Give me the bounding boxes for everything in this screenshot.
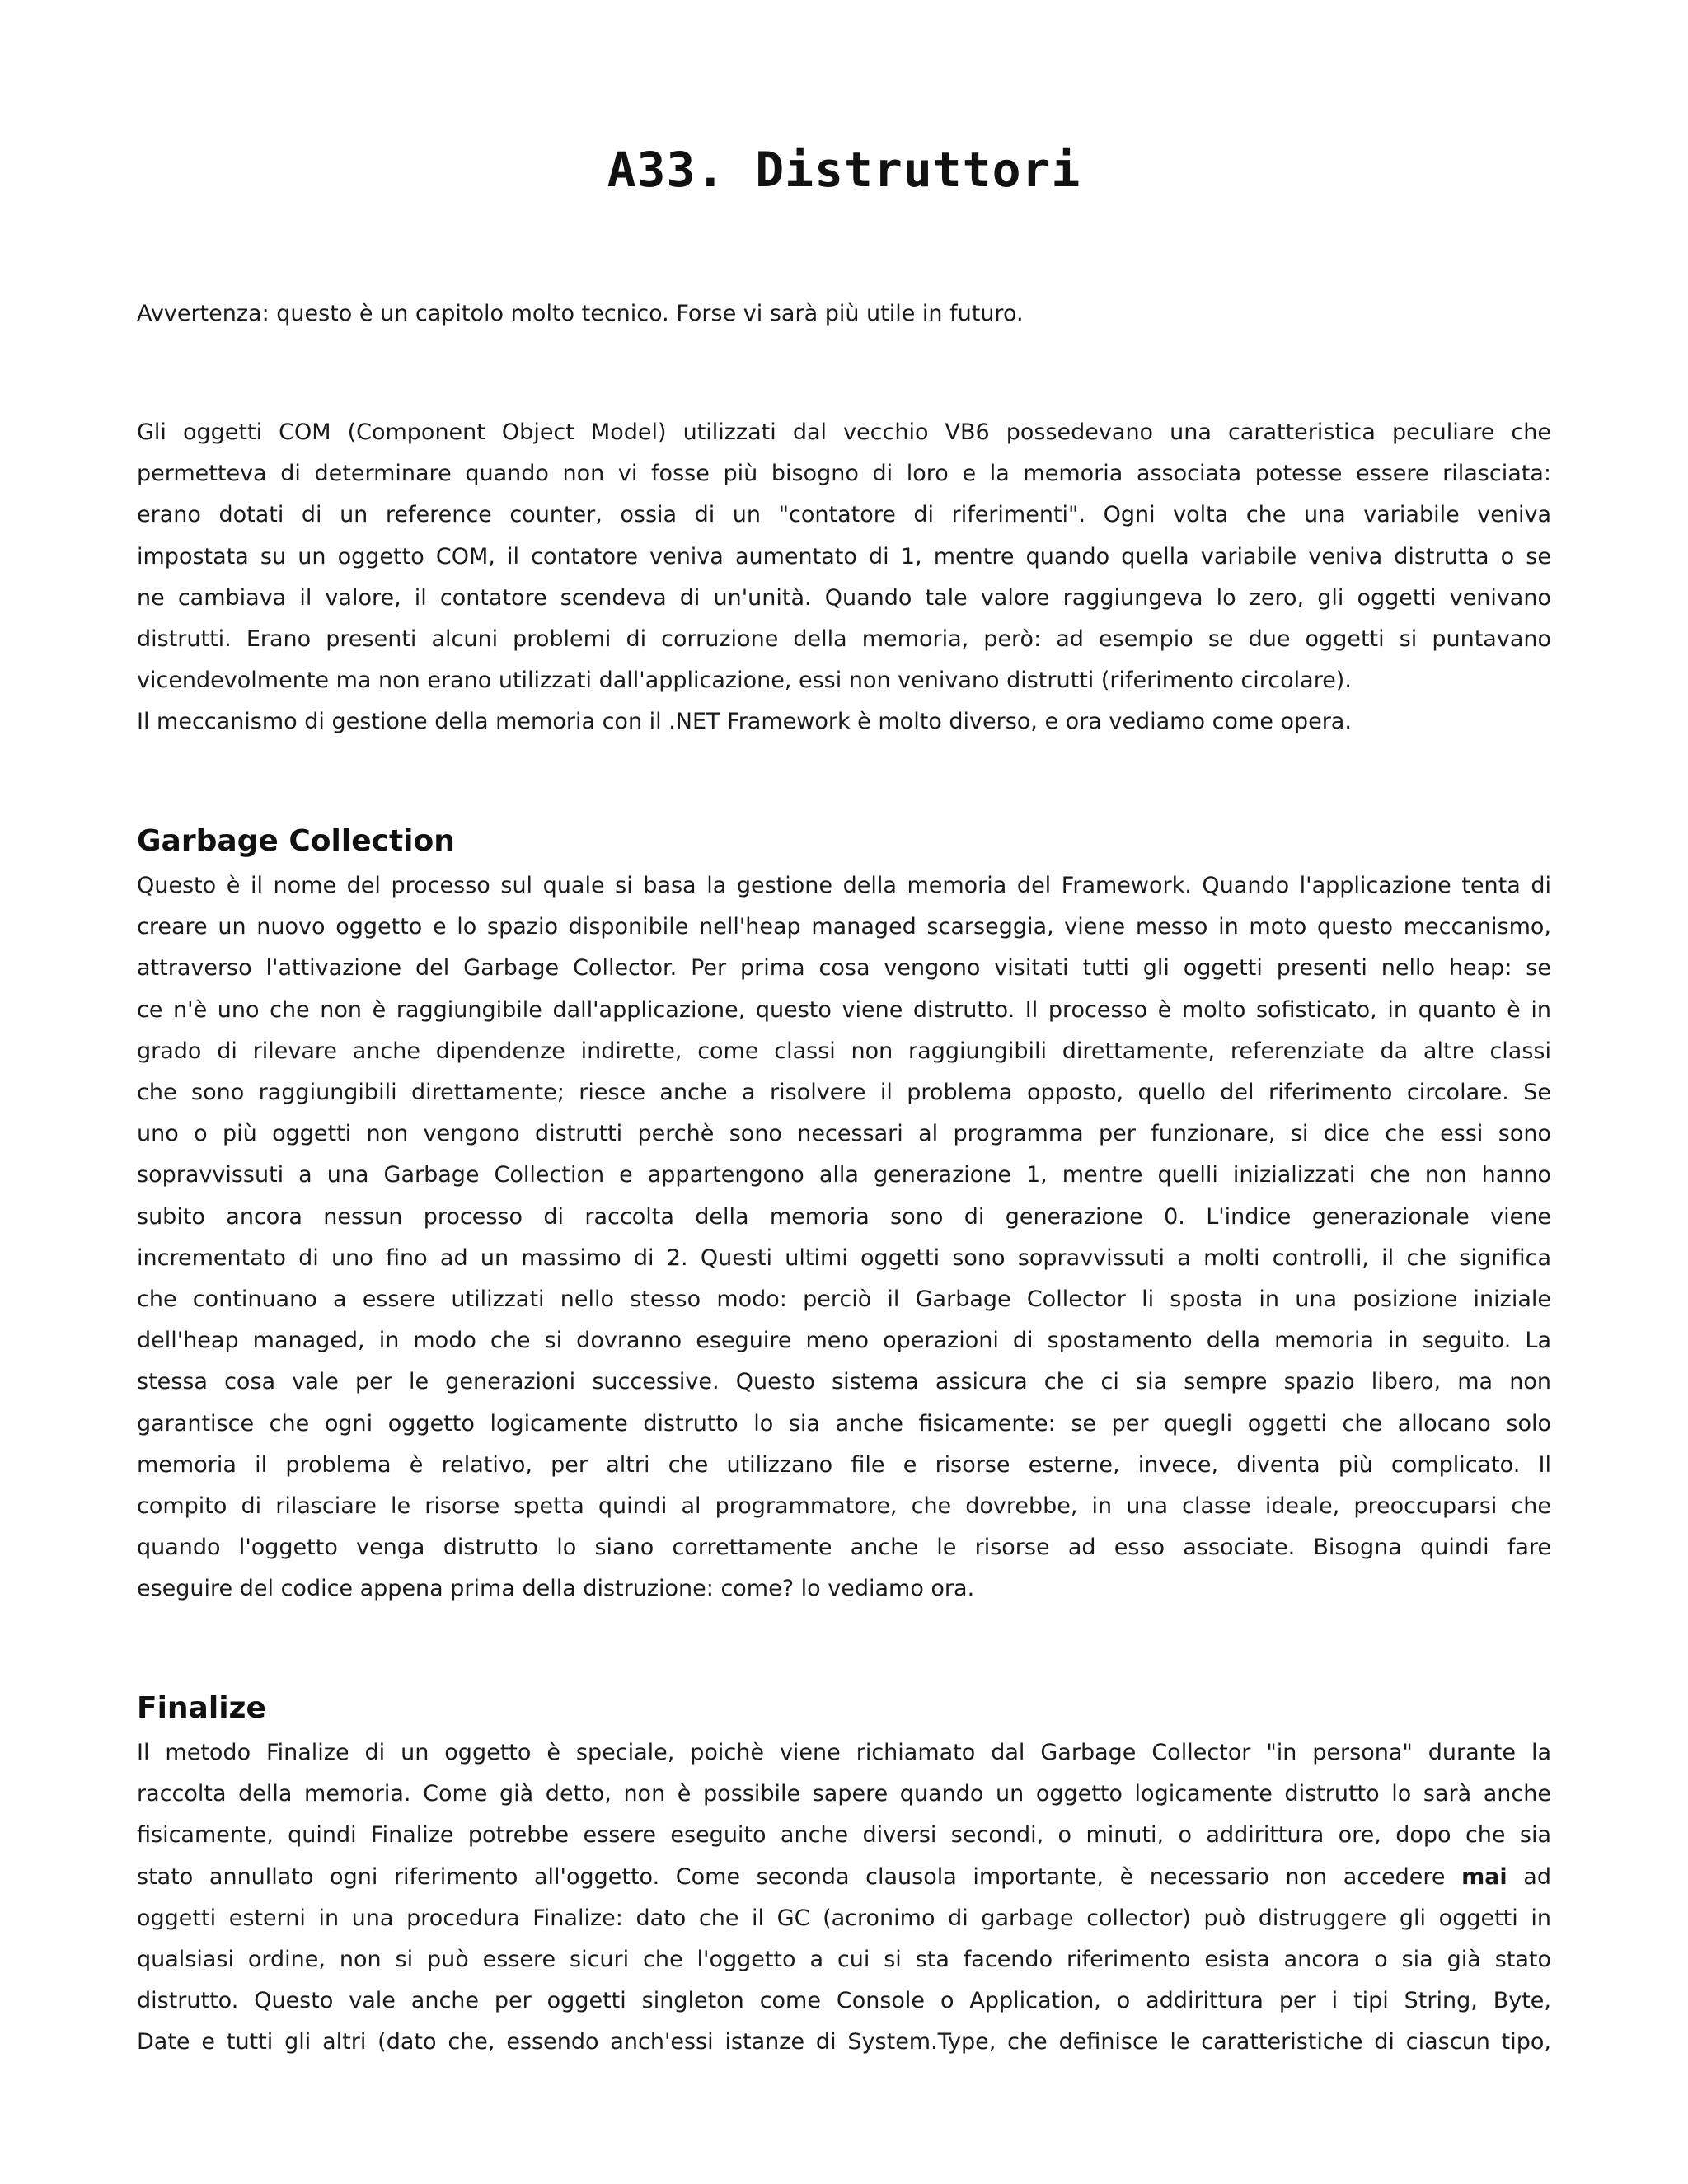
text-line: memoria il problema è relativo, per altri che utilizzano file e risorse esterne, invece, diventa più complicato. Il [137,1451,1551,1478]
text-line: stessa cosa vale per le generazioni successive. Questo sistema assicura che ci sia sempre spazio libero, ma non [137,1369,1551,1395]
text-line: oggetti esterni in una procedura Finalize: dato che il GC (acronimo di garbage collector) può distruggere gli oggetti in [137,1905,1551,1931]
text-line: Il metodo Finalize di un oggetto è speciale, poichè viene richiamato dal Garbage Collector "in persona" durante la [137,1740,1551,1765]
text-line: creare un nuovo oggetto e lo spazio disponibile nell'heap managed scarseggia, viene messo in moto questo meccanismo, [137,914,1551,940]
text-line: dell'heap managed, in modo che si dovranno eseguire meno operazioni di spostamento della memoria in seguito. La [137,1328,1551,1354]
text-line: impostata su un oggetto COM, il contatore veniva aumentato di 1, mentre quando quella variabile veniva distrutta o se [137,543,1551,569]
text-line: permetteva di determinare quando non vi fosse più bisogno di loro e la memoria associata potesse essere rilasciata: [137,461,1551,487]
text-line: Date e tutti gli altri (dato che, essendo anch'essi istanze di System.Type, che definisce le caratteristiche di ciascun tipo, [137,2029,1551,2055]
emphasis-mai: mai [1461,1863,1507,1890]
text-line: uno o più oggetti non vengono distrutti perchè sono necessari al programma per funzionare, si dice che essi sono [137,1121,1551,1147]
section-heading-garbage-collection: Garbage Collection [137,824,455,858]
text-line: qualsiasi ordine, non si può essere sicuri che l'oggetto a cui si sta facendo riferimento esista ancora o sia già stato [137,1947,1551,1973]
text-line: ne cambiava il valore, il contatore scendeva di un'unità. Quando tale valore raggiungeva lo zero, gli oggetti venivano [137,584,1551,611]
text-line: sopravvissuti a una Garbage Collection e appartengono alla generazione 1, mentre quelli inizializzati che non hanno [137,1162,1551,1188]
text-line: fisicamente, quindi Finalize potrebbe essere eseguito anche diversi secondi, o minuti, o addirittura ore, dopo che sia [137,1822,1551,1849]
text-line: che sono raggiungibili direttamente; riesce anche a risolvere il problema opposto, quello del riferimento circolare. Se [137,1080,1551,1106]
page-title: A33. Distruttori [607,142,1081,198]
text-line: grado di rilevare anche dipendenze indirette, come classi non raggiungibili direttamente, referenziate da altre classi [137,1038,1551,1064]
text-line: raccolta della memoria. Come già detto, non è possibile sapere quando un oggetto logicamente distrutto lo sarà anche [137,1781,1551,1807]
text-line: eseguire del codice appena prima della distruzione: come? lo vediamo ora. [137,1576,975,1602]
text-line: subito ancora nessun processo di raccolta della memoria sono di generazione 0. L'indice generazionale viene [137,1203,1551,1230]
text-line: quando l'oggetto venga distrutto lo siano correttamente anche le risorse ad esso associate. Bisogna quindi fare [137,1535,1551,1561]
text-line: Gli oggetti COM (Component Object Model) utilizzati dal vecchio VB6 possedevano una caratteristica peculiare che [137,419,1551,445]
text-line [137,1857,1551,1898]
text-line: distrutto. Questo vale anche per oggetti singleton come Console o Application, o addirittura per i tipi String, Byte, [137,1988,1551,2014]
text-line: ce n'è uno che non è raggiungibile dall'applicazione, questo viene distrutto. Il processo è molto sofisticato, in quanto è in [137,996,1551,1023]
text-segment: ad [1523,1863,1551,1890]
text-line: incrementato di uno fino ad un massimo di 2. Questi ultimi oggetti sono sopravvissuti a molti controlli, il che significa [137,1244,1551,1271]
intro-paragraph [137,412,1551,743]
warning-note: Avvertenza: questo è un capitolo molto tecnico. Forse vi sarà più utile in futuro. [137,301,1024,326]
text-line: Questo è il nome del processo sul quale si basa la gestione della memoria del Framework. Quando l'applicazione tenta di [137,873,1551,898]
text-segment: stato annullato ogni riferimento all'oggetto. Come seconda clausola importante, è necessario non accedere [137,1863,1446,1890]
finalize-paragraph [137,1732,1551,2064]
text-line: distrutti. Erano presenti alcuni problemi di corruzione della memoria, però: ad esempio se due oggetti si puntavano [137,626,1551,653]
section-heading-finalize: Finalize [137,1691,266,1725]
text-line: compito di rilasciare le risorse spetta quindi al programmatore, che dovrebbe, in una classe ideale, preoccuparsi che [137,1493,1551,1520]
text-line: erano dotati di un reference counter, ossia di un "contatore di riferimenti". Ogni volta che una variabile veniva [137,502,1551,528]
text-line: garantisce che ogni oggetto logicamente distrutto lo sia anche fisicamente: se per quegli oggetti che allocano solo [137,1410,1551,1436]
text-line: Il meccanismo di gestione della memoria con il .NET Framework è molto diverso, e ora vediamo come opera. [137,709,1352,735]
garbage-collection-paragraph [137,865,1551,1610]
text-line: attraverso l'attivazione del Garbage Collector. Per prima cosa vengono visitati tutti gli oggetti presenti nello heap: se [137,955,1551,982]
text-line: vicendevolmente ma non erano utilizzati dall'applicazione, essi non venivano distrutti (riferimento circolare). [137,668,1352,694]
text-line: che continuano a essere utilizzati nello stesso modo: perciò il Garbage Collector li sposta in una posizione iniziale [137,1286,1551,1313]
